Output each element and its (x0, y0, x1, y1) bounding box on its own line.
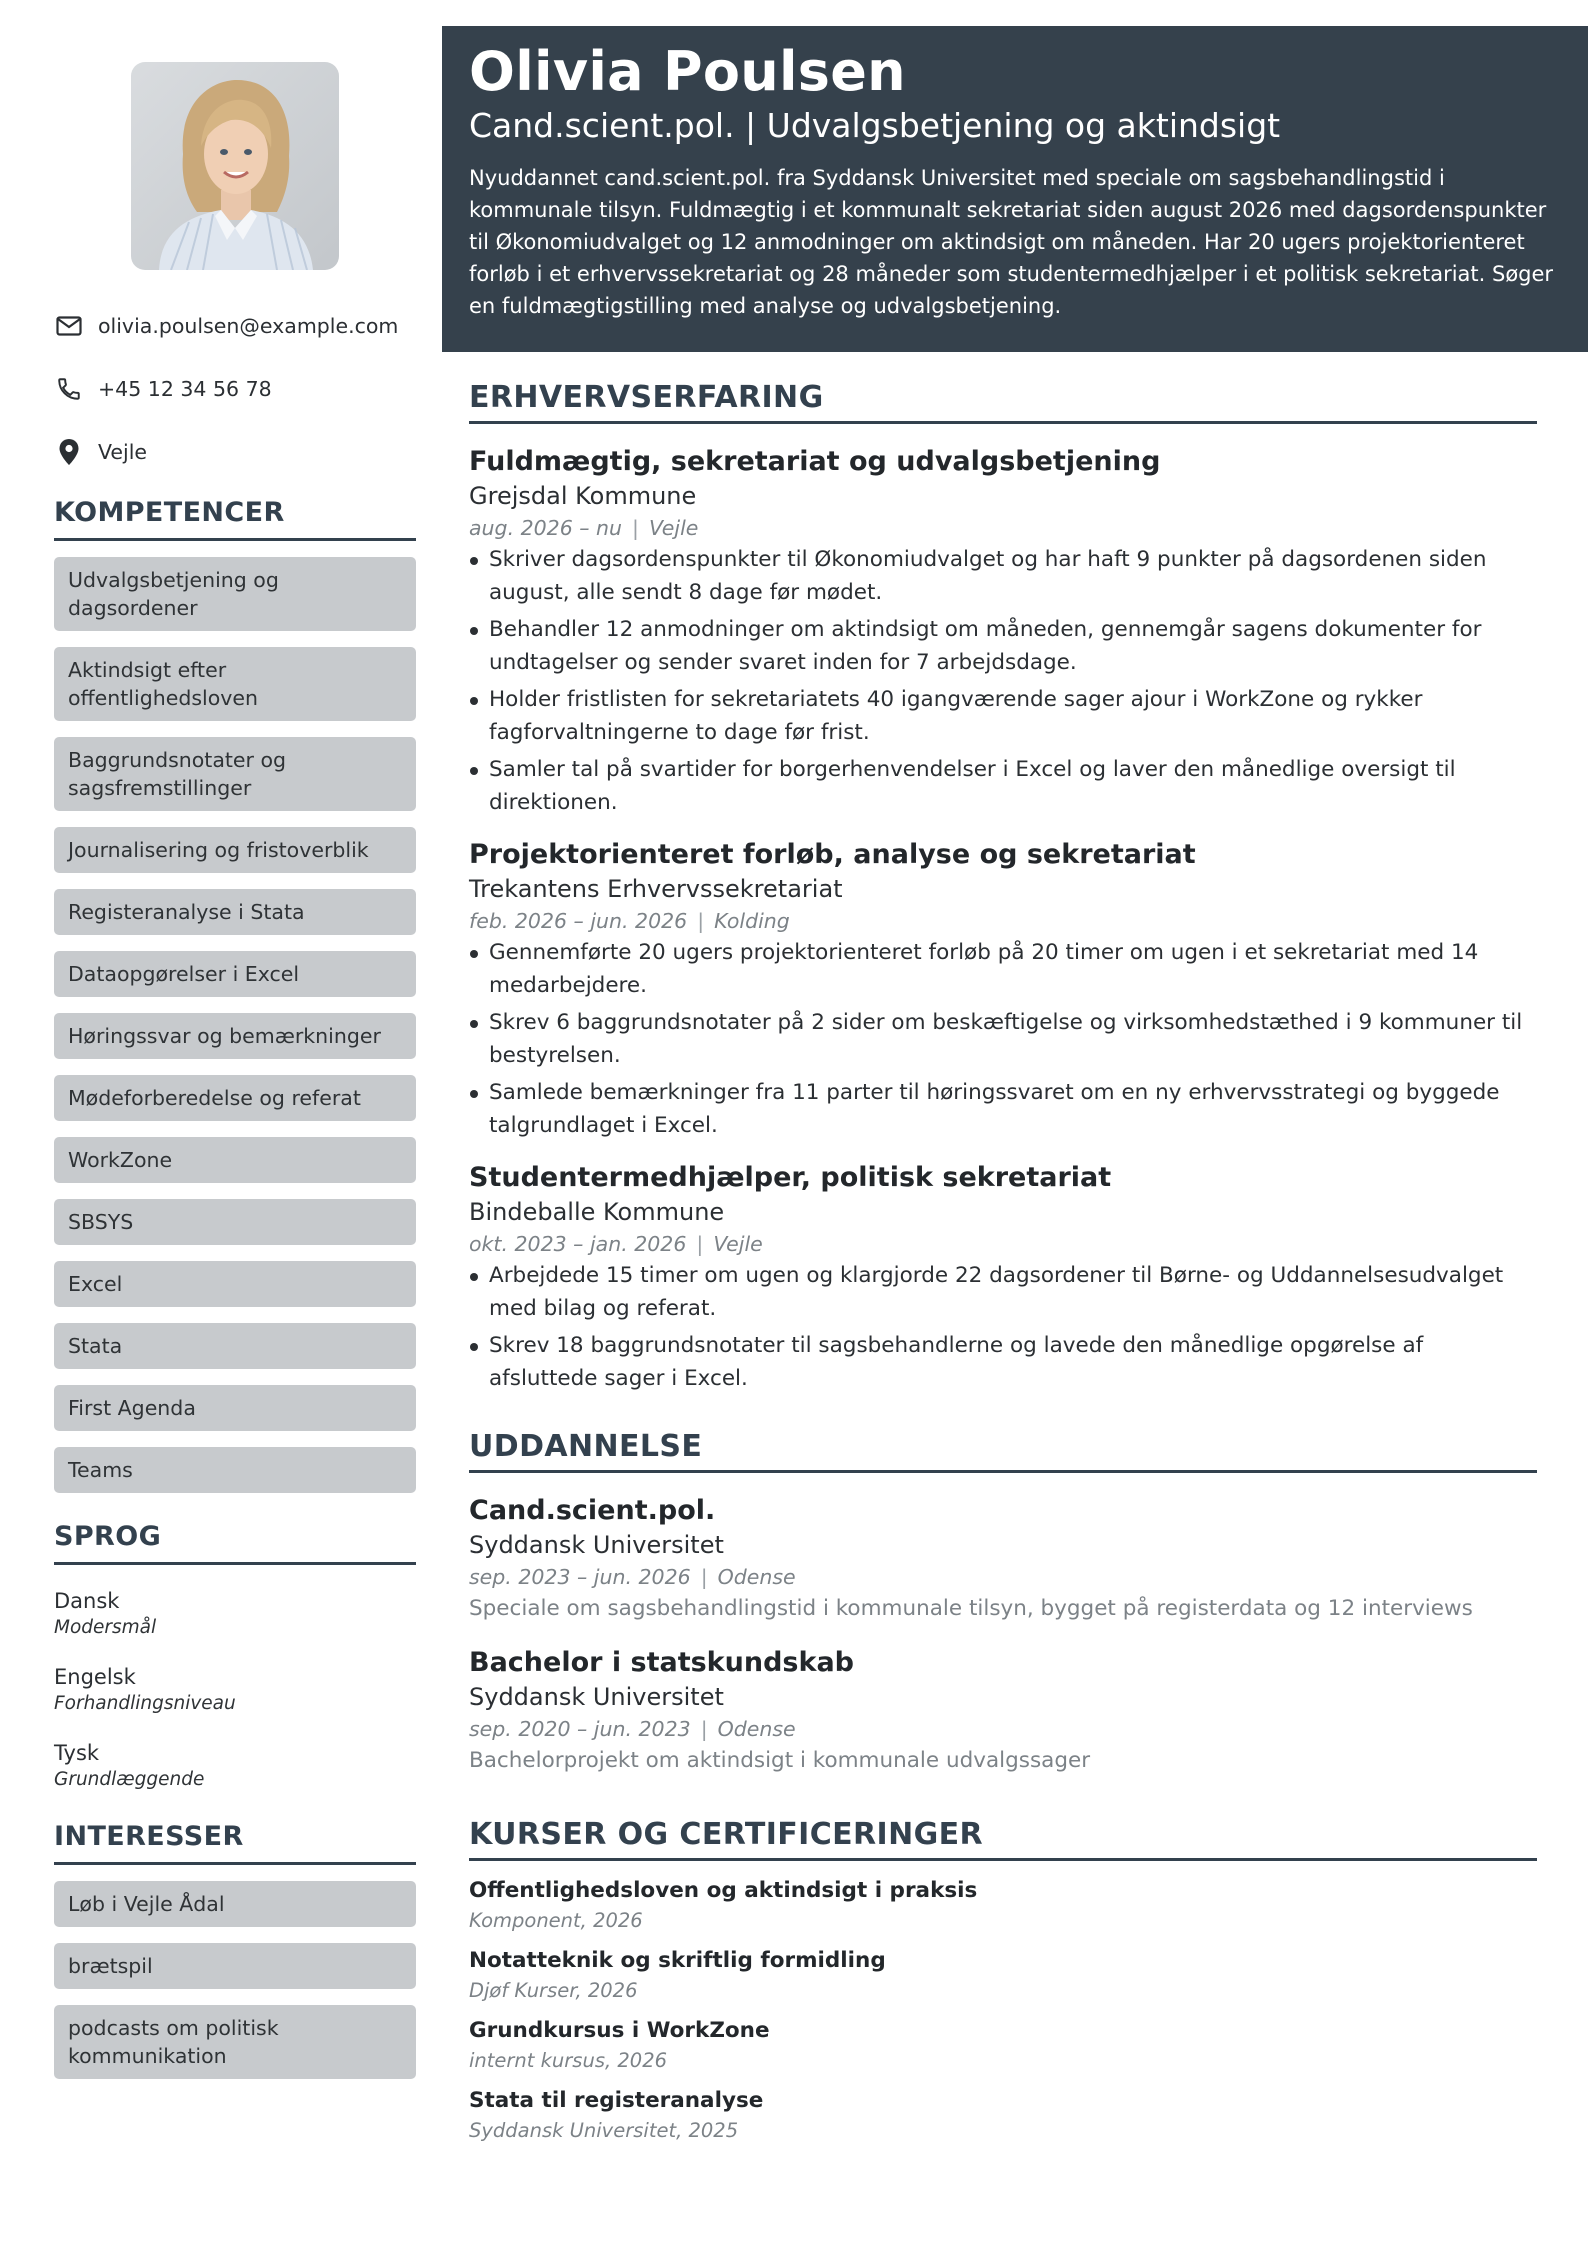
education-entry (469, 1645, 1537, 1777)
course-meta: Djøf Kurser, 2026 (469, 1979, 638, 2002)
skill-chip: Aktindsigt efter offentlighedsloven (54, 647, 416, 721)
education-location: Odense (717, 1565, 796, 1589)
course-title: Offentlighedsloven og aktindsigt i praksis (469, 1878, 978, 1903)
job-location: Kolding (714, 909, 790, 933)
skill-chip: Høringssvar og bemærkninger (54, 1013, 416, 1059)
job-bullet: Skriver dagsordenspunkter til Økonomiudvalget og har haft 9 punkter på dagsordenen siden august, alle sendt 8 dage før mødet. (469, 544, 1537, 609)
profile-summary: Nyuddannet cand.scient.pol. fra Syddansk Universitet med speciale om sagsbehandlingstid i kommunale tilsyn. Fuldmægtig i et kommunalt sekretariat siden august 2026 med dagsordenspunkter til Økonomiudvalget og 12 anmodninger om aktindsigt om måneden. Har 20 ugers projektorienteret forløb i et erhvervssekretariat og 28 måneder som studentermedhjælper i et politisk sekretariat. Søger en fuldmægtigstilling med analyse og udvalgsbetjening. (469, 166, 1554, 318)
interests-list (54, 1881, 416, 2079)
course-title: Stata til registeranalyse (469, 2088, 764, 2113)
job-entry (469, 444, 1537, 819)
location-pin-icon (54, 437, 84, 467)
experience-section (469, 380, 1537, 1395)
main-content (469, 380, 1537, 2145)
job-title: Projektorienteret forløb, analyse og sekretariat (469, 839, 1196, 870)
languages-heading: SPROG (54, 1521, 416, 1565)
job-bullet: Arbejdede 15 timer om ugen og klargjorde 22 dagsordener til Børne- og Uddannelsesudvalget med bilag og referat. (469, 1260, 1537, 1325)
email-text: olivia.poulsen@example.com (98, 314, 399, 338)
candidate-title: Cand.scient.pol. | Udvalgsbetjening og aktindsigt (469, 106, 1281, 145)
contact-email[interactable] (54, 308, 416, 344)
education-degree: Cand.scient.pol. (469, 1495, 716, 1526)
education-description: Speciale om sagsbehandlingstid i kommunale tilsyn, bygget på registerdata og 12 interviews (469, 1596, 1473, 1621)
skill-chip: Dataopgørelser i Excel (54, 951, 416, 997)
job-organization: Grejsdal Kommune (469, 482, 697, 510)
job-bullet: Behandler 12 anmodninger om aktindsigt om måneden, gennemgår sagens dokumenter for undtagelser og sender svaret inden for 7 arbejdsdage. (469, 614, 1537, 679)
job-title: Studentermedhjælper, politisk sekretariat (469, 1162, 1112, 1193)
language-item (54, 1663, 416, 1717)
phone-icon (54, 374, 84, 404)
job-bullets (469, 544, 1537, 819)
location-text: Vejle (98, 440, 148, 464)
job-bullet: Holder fristlisten for sekretariatets 40 igangværende sager ajour i WorkZone og rykker fagforvaltningerne to dage før frist. (469, 684, 1537, 749)
skill-chip: Baggrundsnotater og sagsfremstillinger (54, 737, 416, 811)
course-entry (469, 1875, 1537, 1935)
education-meta (469, 1561, 1537, 1593)
candidate-name: Olivia Poulsen (469, 40, 906, 103)
job-bullet: Samlede bemærkninger fra 11 parter til høringssvaret om en ny erhvervsstrategi og byggede talgrundlaget i Excel. (469, 1077, 1537, 1142)
job-meta (469, 1228, 1537, 1260)
skill-chip: Excel (54, 1261, 416, 1307)
education-section (469, 1429, 1537, 1777)
education-description: Bachelorprojekt om aktindsigt i kommunale udvalgssager (469, 1748, 1091, 1773)
skills-list (54, 557, 416, 1493)
interest-chip: Løb i Vejle Ådal (54, 1881, 416, 1927)
job-location: Vejle (713, 1232, 763, 1256)
courses-list (469, 1875, 1537, 2145)
skill-chip: Teams (54, 1447, 416, 1493)
interest-chip: brætspil (54, 1943, 416, 1989)
education-degree: Bachelor i statskundskab (469, 1647, 854, 1678)
job-entry (469, 1160, 1537, 1395)
interests-heading: INTERESSER (54, 1821, 416, 1865)
education-dates: sep. 2023 – jun. 2026 (469, 1565, 691, 1589)
language-name: Tysk (54, 1741, 100, 1765)
course-entry (469, 2085, 1537, 2145)
skill-chip: Stata (54, 1323, 416, 1369)
language-level: Grundlæggende (54, 1769, 205, 1790)
job-dates: feb. 2026 – jun. 2026 (469, 909, 688, 933)
meta-separator: | (697, 909, 705, 933)
language-name: Dansk (54, 1589, 120, 1613)
skill-chip: Mødeforberedelse og referat (54, 1075, 416, 1121)
job-entry (469, 837, 1537, 1142)
meta-separator: | (700, 1717, 708, 1741)
job-organization: Trekantens Erhvervssekretariat (469, 875, 843, 903)
job-meta (469, 905, 1537, 937)
skill-chip: SBSYS (54, 1199, 416, 1245)
sidebar (54, 62, 416, 2107)
courses-heading: KURSER OG CERTIFICERINGER (469, 1817, 1537, 1861)
job-bullet: Gennemførte 20 ugers projektorienteret forløb på 20 timer om ugen i et sekretariat med 14 medarbejdere. (469, 937, 1537, 1002)
language-item (54, 1739, 416, 1793)
education-entry (469, 1493, 1537, 1625)
interest-chip: podcasts om politisk kommunikation (54, 2005, 416, 2079)
education-dates: sep. 2020 – jun. 2023 (469, 1717, 691, 1741)
education-school: Syddansk Universitet (469, 1531, 724, 1559)
education-heading: UDDANNELSE (469, 1429, 1537, 1473)
language-level: Forhandlingsniveau (54, 1693, 236, 1714)
language-item (54, 1587, 416, 1641)
meta-separator: | (700, 1565, 708, 1589)
job-title: Fuldmægtig, sekretariat og udvalgsbetjening (469, 446, 1161, 477)
job-meta (469, 512, 1537, 544)
language-name: Engelsk (54, 1665, 136, 1689)
course-meta: Syddansk Universitet, 2025 (469, 2119, 739, 2142)
course-entry (469, 1945, 1537, 2005)
skill-chip: First Agenda (54, 1385, 416, 1431)
header-banner (442, 26, 1588, 352)
contact-location (54, 434, 416, 470)
course-title: Grundkursus i WorkZone (469, 2018, 770, 2043)
course-title: Notatteknik og skriftlig formidling (469, 1948, 886, 1973)
mail-icon (54, 311, 84, 341)
skill-chip: Udvalgsbetjening og dagsordener (54, 557, 416, 631)
education-list (469, 1493, 1537, 1777)
skills-heading: KOMPETENCER (54, 497, 416, 541)
language-level: Modersmål (54, 1617, 157, 1638)
job-dates: aug. 2026 – nu (469, 516, 623, 540)
meta-separator: | (696, 1232, 704, 1256)
job-location: Vejle (648, 516, 699, 540)
contact-list (54, 308, 416, 470)
course-entry (469, 2015, 1537, 2075)
jobs-list (469, 444, 1537, 1395)
education-school: Syddansk Universitet (469, 1683, 724, 1711)
languages-list (54, 1587, 416, 1793)
course-meta: internt kursus, 2026 (469, 2049, 668, 2072)
education-location: Odense (717, 1717, 796, 1741)
job-organization: Bindeballe Kommune (469, 1198, 725, 1226)
courses-section (469, 1817, 1537, 2145)
skill-chip: Registeranalyse i Stata (54, 889, 416, 935)
contact-phone[interactable] (54, 371, 416, 407)
job-bullet: Samler tal på svartider for borgerhenvendelser i Excel og laver den månedlige oversigt til direktionen. (469, 754, 1537, 819)
course-meta: Komponent, 2026 (469, 1909, 643, 1932)
phone-text: +45 12 34 56 78 (98, 377, 272, 401)
meta-separator: | (632, 516, 639, 540)
job-bullets (469, 1260, 1537, 1395)
skill-chip: WorkZone (54, 1137, 416, 1183)
profile-photo (131, 62, 339, 270)
job-bullet: Skrev 6 baggrundsnotater på 2 sider om beskæftigelse og virksomhedstæthed i 9 kommuner til bestyrelsen. (469, 1007, 1537, 1072)
job-bullet: Skrev 18 baggrundsnotater til sagsbehandlerne og lavede den månedlige opgørelse af afsluttede sager i Excel. (469, 1330, 1537, 1395)
job-dates: okt. 2023 – jan. 2026 (469, 1232, 687, 1256)
education-meta (469, 1713, 1537, 1745)
job-bullets (469, 937, 1537, 1142)
skill-chip: Journalisering og fristoverblik (54, 827, 416, 873)
experience-heading: ERHVERVSERFARING (469, 380, 1537, 424)
